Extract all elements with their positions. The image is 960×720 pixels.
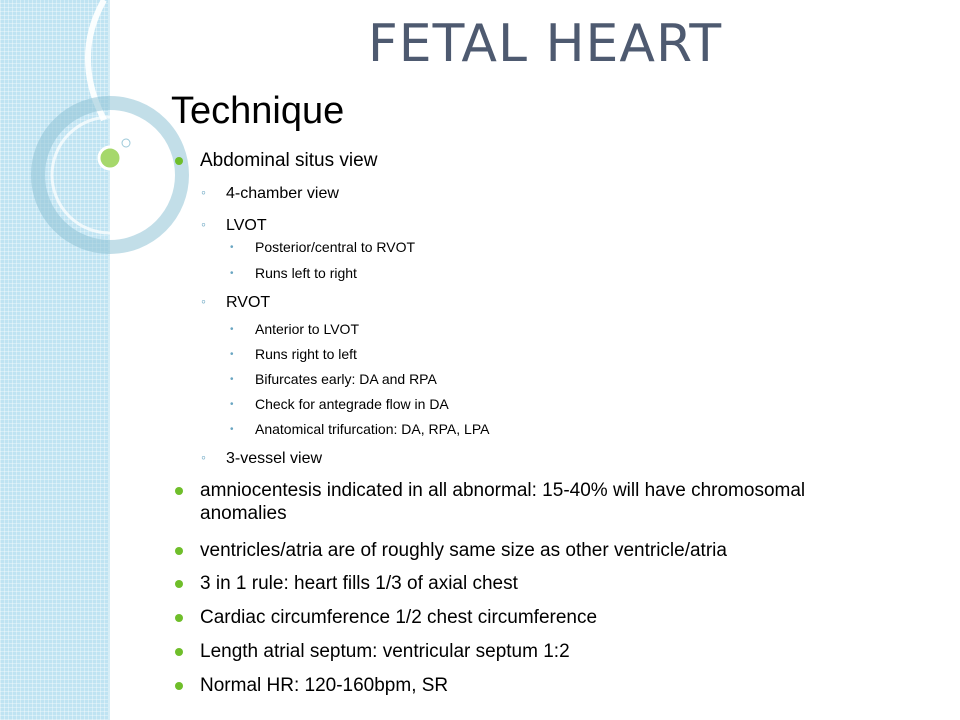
ring-bullet-icon: ◦ [201, 449, 206, 465]
small-bullet-icon: • [230, 324, 234, 335]
bullet-dot-icon [175, 547, 183, 555]
bullet-dot-icon [175, 682, 183, 690]
ring-bullet-icon: ◦ [201, 293, 206, 309]
small-bullet-icon: • [230, 242, 234, 253]
slide-title: FETAL HEART [367, 14, 723, 74]
bullet-dot-icon [175, 614, 183, 622]
ring-bullet-icon: ◦ [201, 184, 206, 200]
bullet-dot-icon [175, 580, 183, 588]
small-bullet-icon: • [230, 268, 234, 279]
bullet-dot-icon [175, 648, 183, 656]
bullet-dot-icon [175, 157, 183, 165]
bullet-dot-icon [175, 487, 183, 495]
slide-subtitle: Technique [171, 90, 345, 132]
small-bullet-icon: • [230, 399, 234, 410]
small-bullet-icon: • [230, 349, 234, 360]
small-bullet-icon: • [230, 374, 234, 385]
small-bullet-icon: • [230, 424, 234, 435]
ring-bullet-icon: ◦ [201, 216, 206, 232]
